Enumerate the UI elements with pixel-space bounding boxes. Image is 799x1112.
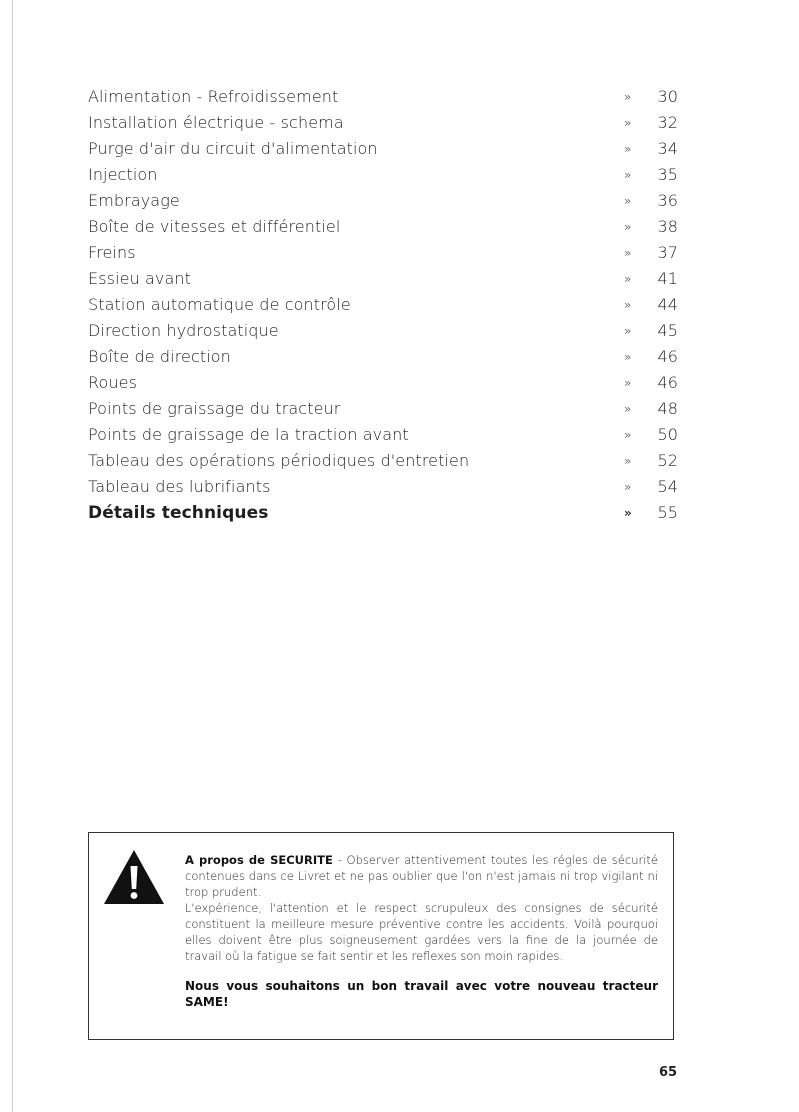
toc-entry <box>88 110 684 136</box>
toc-marker: » <box>624 246 632 260</box>
toc-page-number: 34 <box>657 139 678 158</box>
toc-label: Tableau des opérations périodiques d'entretien <box>88 451 470 470</box>
toc-entry <box>88 162 684 188</box>
toc-entry <box>88 214 684 240</box>
toc-page-number: 46 <box>657 347 678 366</box>
toc-label: Points de graissage du tracteur <box>88 399 341 418</box>
toc-entry <box>88 318 684 344</box>
toc-page-number: 35 <box>657 165 678 184</box>
toc-page-number: 48 <box>657 399 678 418</box>
toc-marker: » <box>624 142 632 156</box>
toc-entry <box>88 474 684 500</box>
toc-label: Détails techniques <box>88 503 269 523</box>
toc-label: Station automatique de contrôle <box>88 295 351 314</box>
toc-page-number: 55 <box>657 503 678 522</box>
toc-label: Alimentation - Refroidissement <box>88 87 339 106</box>
toc-page-number: 46 <box>657 373 678 392</box>
toc-marker: » <box>624 90 632 104</box>
toc-label: Direction hydrostatique <box>88 321 279 340</box>
safety-intro-text: - Observer attentivement toutes les régles de sécurité contenues dans ce Livret et ne pas oublier que l'on n'est jamais ni trop vigilant ni trop prudent. <box>185 853 658 899</box>
toc-label: Embrayage <box>88 191 180 210</box>
toc-page-number: 32 <box>657 113 678 132</box>
toc-marker: » <box>624 402 632 416</box>
toc-label: Installation électrique - schema <box>88 113 344 132</box>
page-edge <box>12 0 13 1112</box>
toc-entry <box>88 266 684 292</box>
toc-entry <box>88 188 684 214</box>
toc-page-number: 41 <box>657 269 678 288</box>
toc-marker: » <box>624 480 632 494</box>
toc-entry <box>88 136 684 162</box>
toc-label: Boîte de direction <box>88 347 231 366</box>
toc-entry <box>88 370 684 396</box>
toc-marker: » <box>624 506 632 520</box>
toc-page-number: 50 <box>657 425 678 444</box>
toc-entry <box>88 84 684 110</box>
toc-page-number: 52 <box>657 451 678 470</box>
safety-notice <box>88 832 674 1040</box>
toc-entry <box>88 422 684 448</box>
toc-marker: » <box>624 376 632 390</box>
toc-marker: » <box>624 454 632 468</box>
toc-label: Boîte de vitesses et différentiel <box>88 217 341 236</box>
toc-label: Injection <box>88 165 158 184</box>
toc-label: Points de graissage de la traction avant <box>88 425 409 444</box>
toc-marker: » <box>624 168 632 182</box>
toc-page-number: 37 <box>657 243 678 262</box>
toc-label: Freins <box>88 243 136 262</box>
toc-entry <box>88 396 684 422</box>
toc-entry <box>88 292 684 318</box>
toc-page-number: 30 <box>657 87 678 106</box>
toc-page-number: 38 <box>657 217 678 236</box>
toc-label: Essieu avant <box>88 269 191 288</box>
toc-entry <box>88 500 684 526</box>
toc-page-number: 54 <box>657 477 678 496</box>
safety-paragraph: L'expérience, l'attention et le respect scrupuleux des consignes de sécurité constituent la meilleure mesure préventive contre les accidents. Voilà pourquoi elles doivent être plus soigneusement gardées vers la fine de la journée de travail où la fatigue se fait sentir et les reflexes son moin rapides. <box>185 901 658 963</box>
toc-marker: » <box>624 324 632 338</box>
toc-label: Purge d'air du circuit d'alimentation <box>88 139 378 158</box>
toc-page-number: 44 <box>657 295 678 314</box>
toc-entry <box>88 344 684 370</box>
safety-title: A propos de SECURITE <box>185 853 333 867</box>
toc-label: Tableau des lubrifiants <box>88 477 271 496</box>
toc-marker: » <box>624 194 632 208</box>
safety-intro <box>185 852 658 900</box>
toc-label: Roues <box>88 373 138 392</box>
toc-page-number: 36 <box>657 191 678 210</box>
toc-marker: » <box>624 272 632 286</box>
warning-triangle-icon <box>103 849 165 905</box>
toc-entry <box>88 240 684 266</box>
toc-marker: » <box>624 428 632 442</box>
safety-closing: Nous vous souhaitons un bon travail avec votre nouveau tracteur SAME! <box>185 979 658 1009</box>
safety-text <box>185 852 658 1010</box>
toc-marker: » <box>624 298 632 312</box>
toc-marker: » <box>624 350 632 364</box>
toc-page-number: 45 <box>657 321 678 340</box>
page-number: 65 <box>659 1065 678 1080</box>
toc-entry <box>88 448 684 474</box>
toc-marker: » <box>624 116 632 130</box>
toc-marker: » <box>624 220 632 234</box>
table-of-contents <box>88 84 684 526</box>
